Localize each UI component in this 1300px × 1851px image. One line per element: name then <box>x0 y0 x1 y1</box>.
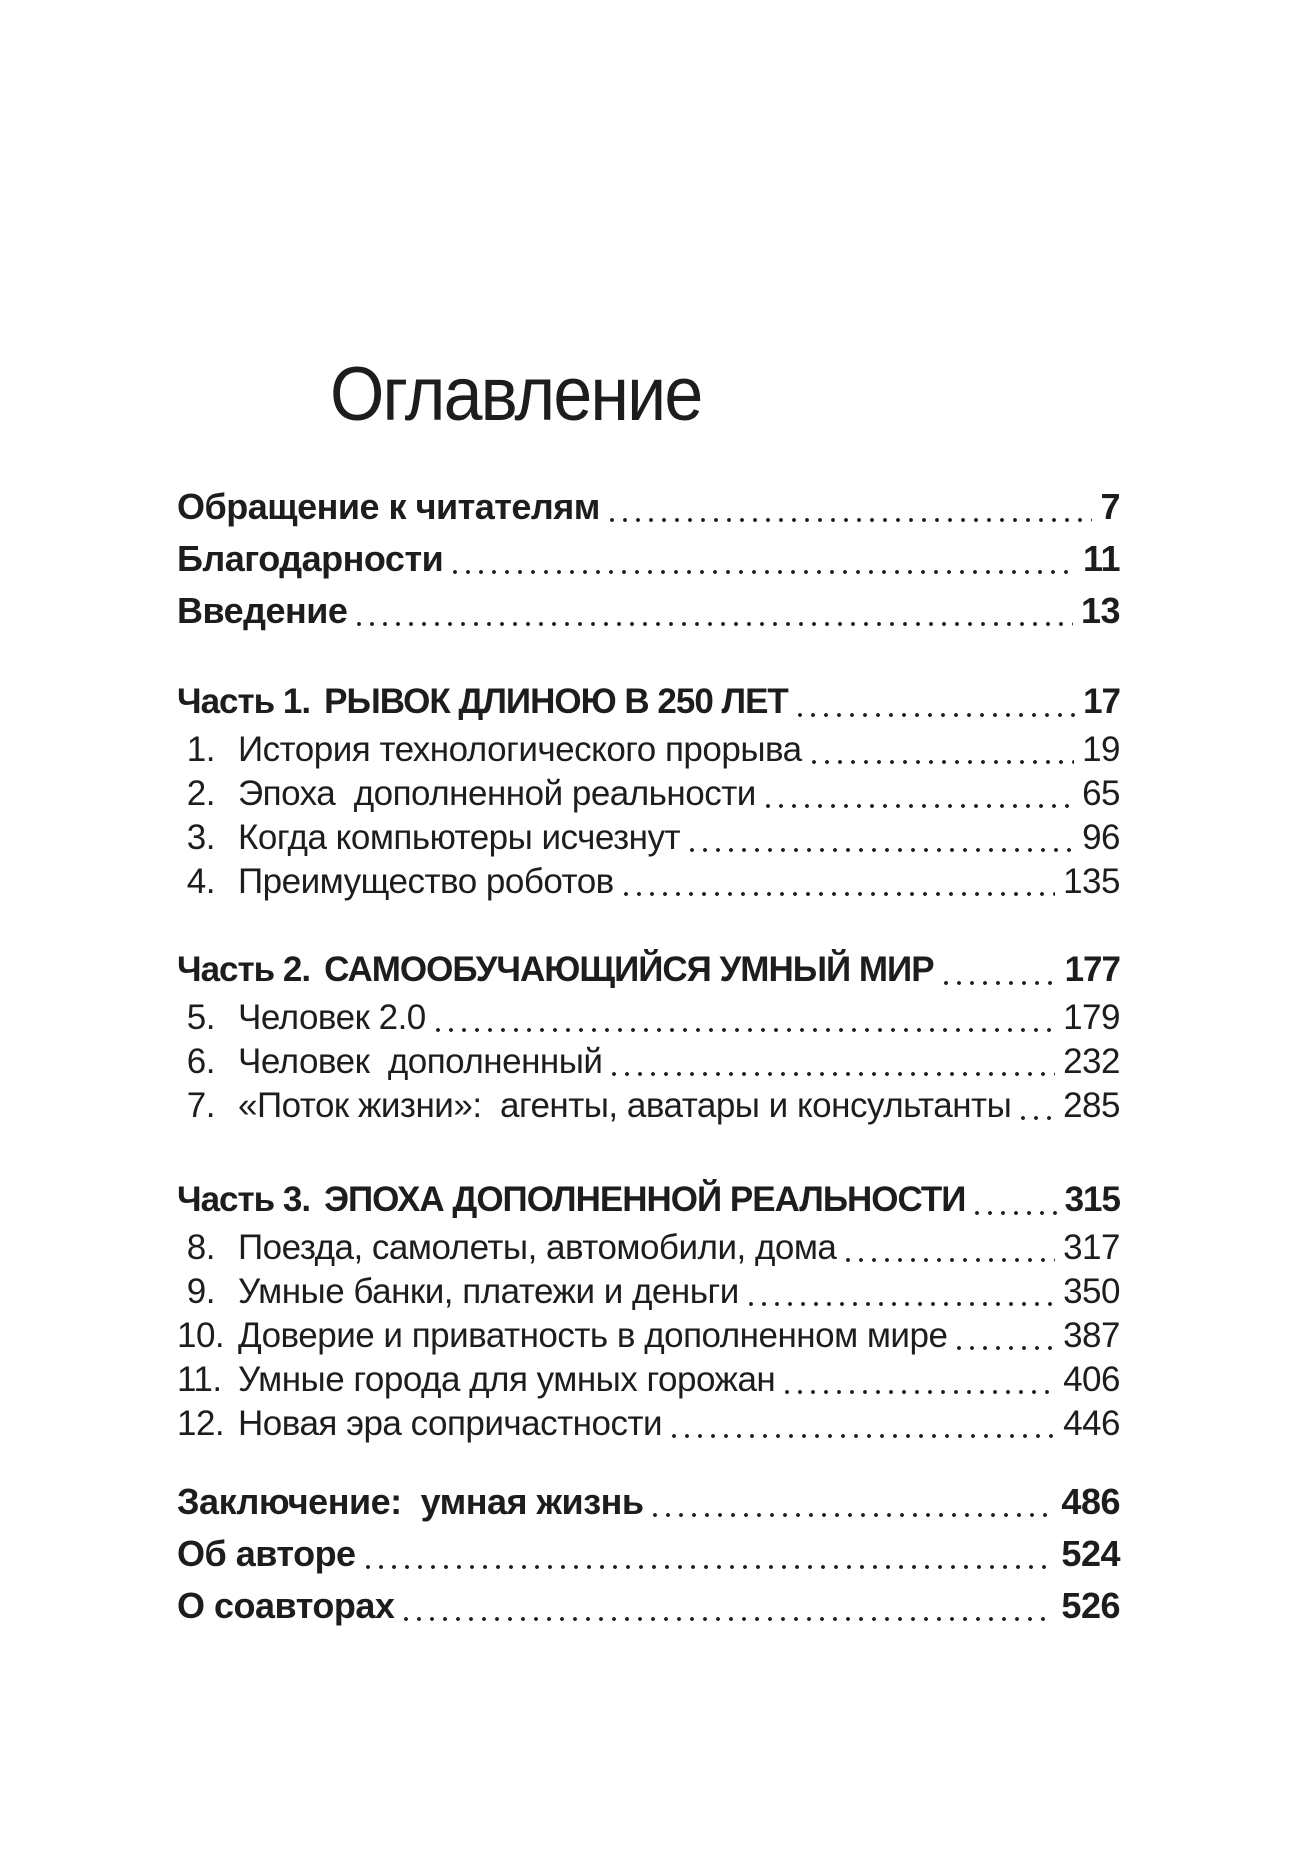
toc-entry-row <box>177 533 1120 585</box>
entry-label: О соавторах <box>177 1585 395 1626</box>
toc-part-row <box>177 676 1120 728</box>
dot-leader <box>766 804 1074 808</box>
dot-leader <box>690 848 1074 852</box>
toc-chapter-row <box>177 1084 1120 1128</box>
toc-front-matter <box>177 481 1120 637</box>
page-number: 65 <box>1082 774 1120 813</box>
chapter-number: 10. <box>177 1316 225 1355</box>
dot-leader <box>672 1434 1055 1438</box>
dot-leader <box>453 570 1075 574</box>
page-number: 315 <box>1064 1180 1120 1219</box>
table-of-contents <box>177 481 1120 1632</box>
chapter-number: 12. <box>177 1404 225 1443</box>
toc-entry-row <box>177 1580 1120 1632</box>
dot-leader <box>612 1072 1055 1076</box>
dot-leader <box>749 1302 1055 1306</box>
page-title: Оглавление <box>330 351 702 437</box>
chapter-label: Преимущество роботов <box>238 862 614 901</box>
chapter-label: Человек 2.0 <box>238 998 426 1037</box>
chapter-number: 6. <box>186 1042 215 1081</box>
chapter-label: Когда компьютеры исчезнут <box>238 818 681 857</box>
dot-leader <box>436 1028 1055 1032</box>
page-number: 387 <box>1063 1316 1120 1355</box>
page-number: 13 <box>1080 590 1120 631</box>
toc-chapter-row <box>177 1226 1120 1270</box>
toc-chapter-row <box>177 1402 1120 1446</box>
page-number: 350 <box>1063 1272 1120 1311</box>
page-number: 7 <box>1100 486 1120 527</box>
page-number: 17 <box>1083 682 1120 721</box>
toc-back-matter <box>177 1476 1120 1632</box>
chapter-label: Новая эра сопричастности <box>238 1404 663 1443</box>
dot-leader <box>957 1346 1055 1350</box>
dot-leader <box>975 1211 1056 1215</box>
toc-chapter-row <box>177 1270 1120 1314</box>
chapter-label: Доверие и приватность в дополненном мире <box>238 1316 948 1355</box>
dot-leader <box>610 518 1093 522</box>
chapter-label: Человек дополненный <box>238 1042 603 1081</box>
part-prefix: Часть 3. <box>177 1180 311 1219</box>
toc-entry-row <box>177 1528 1120 1580</box>
chapter-label: «Поток жизни»: агенты, аватары и консультанты <box>238 1086 1012 1125</box>
part-prefix: Часть 1. <box>177 682 311 721</box>
chapter-label: Умные банки, платежи и деньги <box>238 1272 739 1311</box>
part-title: РЫВОК ДЛИНОЮ В 250 ЛЕТ <box>324 682 788 721</box>
toc-parts <box>177 676 1120 1446</box>
dot-leader <box>944 981 1057 985</box>
chapter-number: 4. <box>186 862 215 901</box>
toc-part-row <box>177 1174 1120 1226</box>
page-number: 406 <box>1063 1360 1120 1399</box>
entry-label: Введение <box>177 590 348 631</box>
dot-leader <box>404 1617 1053 1621</box>
toc-chapter-row <box>177 772 1120 816</box>
toc-chapter-row <box>177 816 1120 860</box>
chapter-number: 7. <box>186 1086 215 1125</box>
dot-leader <box>798 713 1075 717</box>
page-number: 526 <box>1061 1585 1120 1626</box>
dot-leader <box>357 622 1073 626</box>
entry-label: Заключение: умная жизнь <box>177 1481 644 1522</box>
chapter-number: 2. <box>186 774 215 813</box>
part-prefix: Часть 2. <box>177 950 311 989</box>
toc-entry-row <box>177 481 1120 533</box>
page-number: 317 <box>1063 1228 1120 1267</box>
dot-leader <box>1021 1116 1055 1120</box>
entry-label: Обращение к читателям <box>177 486 600 527</box>
chapter-number: 3. <box>186 818 215 857</box>
entry-label: Об авторе <box>177 1533 356 1574</box>
page-number: 179 <box>1063 998 1120 1037</box>
toc-chapter-row <box>177 728 1120 772</box>
chapter-label: История технологического прорыва <box>238 730 802 769</box>
toc-chapter-row <box>177 1358 1120 1402</box>
chapter-label: Эпоха дополненной реальности <box>238 774 756 813</box>
chapter-number: 1. <box>186 730 215 769</box>
toc-entry-row <box>177 585 1120 637</box>
dot-leader <box>624 892 1055 896</box>
toc-chapter-row <box>177 996 1120 1040</box>
page-number: 19 <box>1082 730 1120 769</box>
dot-leader <box>653 1513 1053 1517</box>
toc-chapter-row <box>177 860 1120 904</box>
page-number: 11 <box>1082 538 1120 579</box>
entry-label: Благодарности <box>177 538 444 579</box>
page-number: 96 <box>1082 818 1120 857</box>
chapter-number: 9. <box>186 1272 215 1311</box>
toc-chapter-row <box>177 1040 1120 1084</box>
dot-leader <box>785 1390 1055 1394</box>
toc-entry-row <box>177 1476 1120 1528</box>
chapter-number: 5. <box>186 998 215 1037</box>
toc-chapter-row <box>177 1314 1120 1358</box>
page-number: 524 <box>1061 1533 1120 1574</box>
chapter-label: Поезда, самолеты, автомобили, дома <box>238 1228 837 1267</box>
page-number: 135 <box>1063 862 1120 901</box>
part-title: ЭПОХА ДОПОЛНЕННОЙ РЕАЛЬНОСТИ <box>324 1180 966 1219</box>
page-number: 177 <box>1064 950 1120 989</box>
dot-leader <box>846 1258 1055 1262</box>
chapter-number: 8. <box>186 1228 215 1267</box>
page-number: 232 <box>1063 1042 1120 1081</box>
chapter-label: Умные города для умных горожан <box>238 1360 776 1399</box>
dot-leader <box>366 1565 1054 1569</box>
toc-part-row <box>177 944 1120 996</box>
page-number: 285 <box>1063 1086 1120 1125</box>
dot-leader <box>812 760 1074 764</box>
chapter-number: 11. <box>177 1360 222 1399</box>
page-number: 446 <box>1063 1404 1120 1443</box>
page-number: 486 <box>1061 1481 1120 1522</box>
part-title: САМООБУЧАЮЩИЙСЯ УМНЫЙ МИР <box>324 950 934 989</box>
